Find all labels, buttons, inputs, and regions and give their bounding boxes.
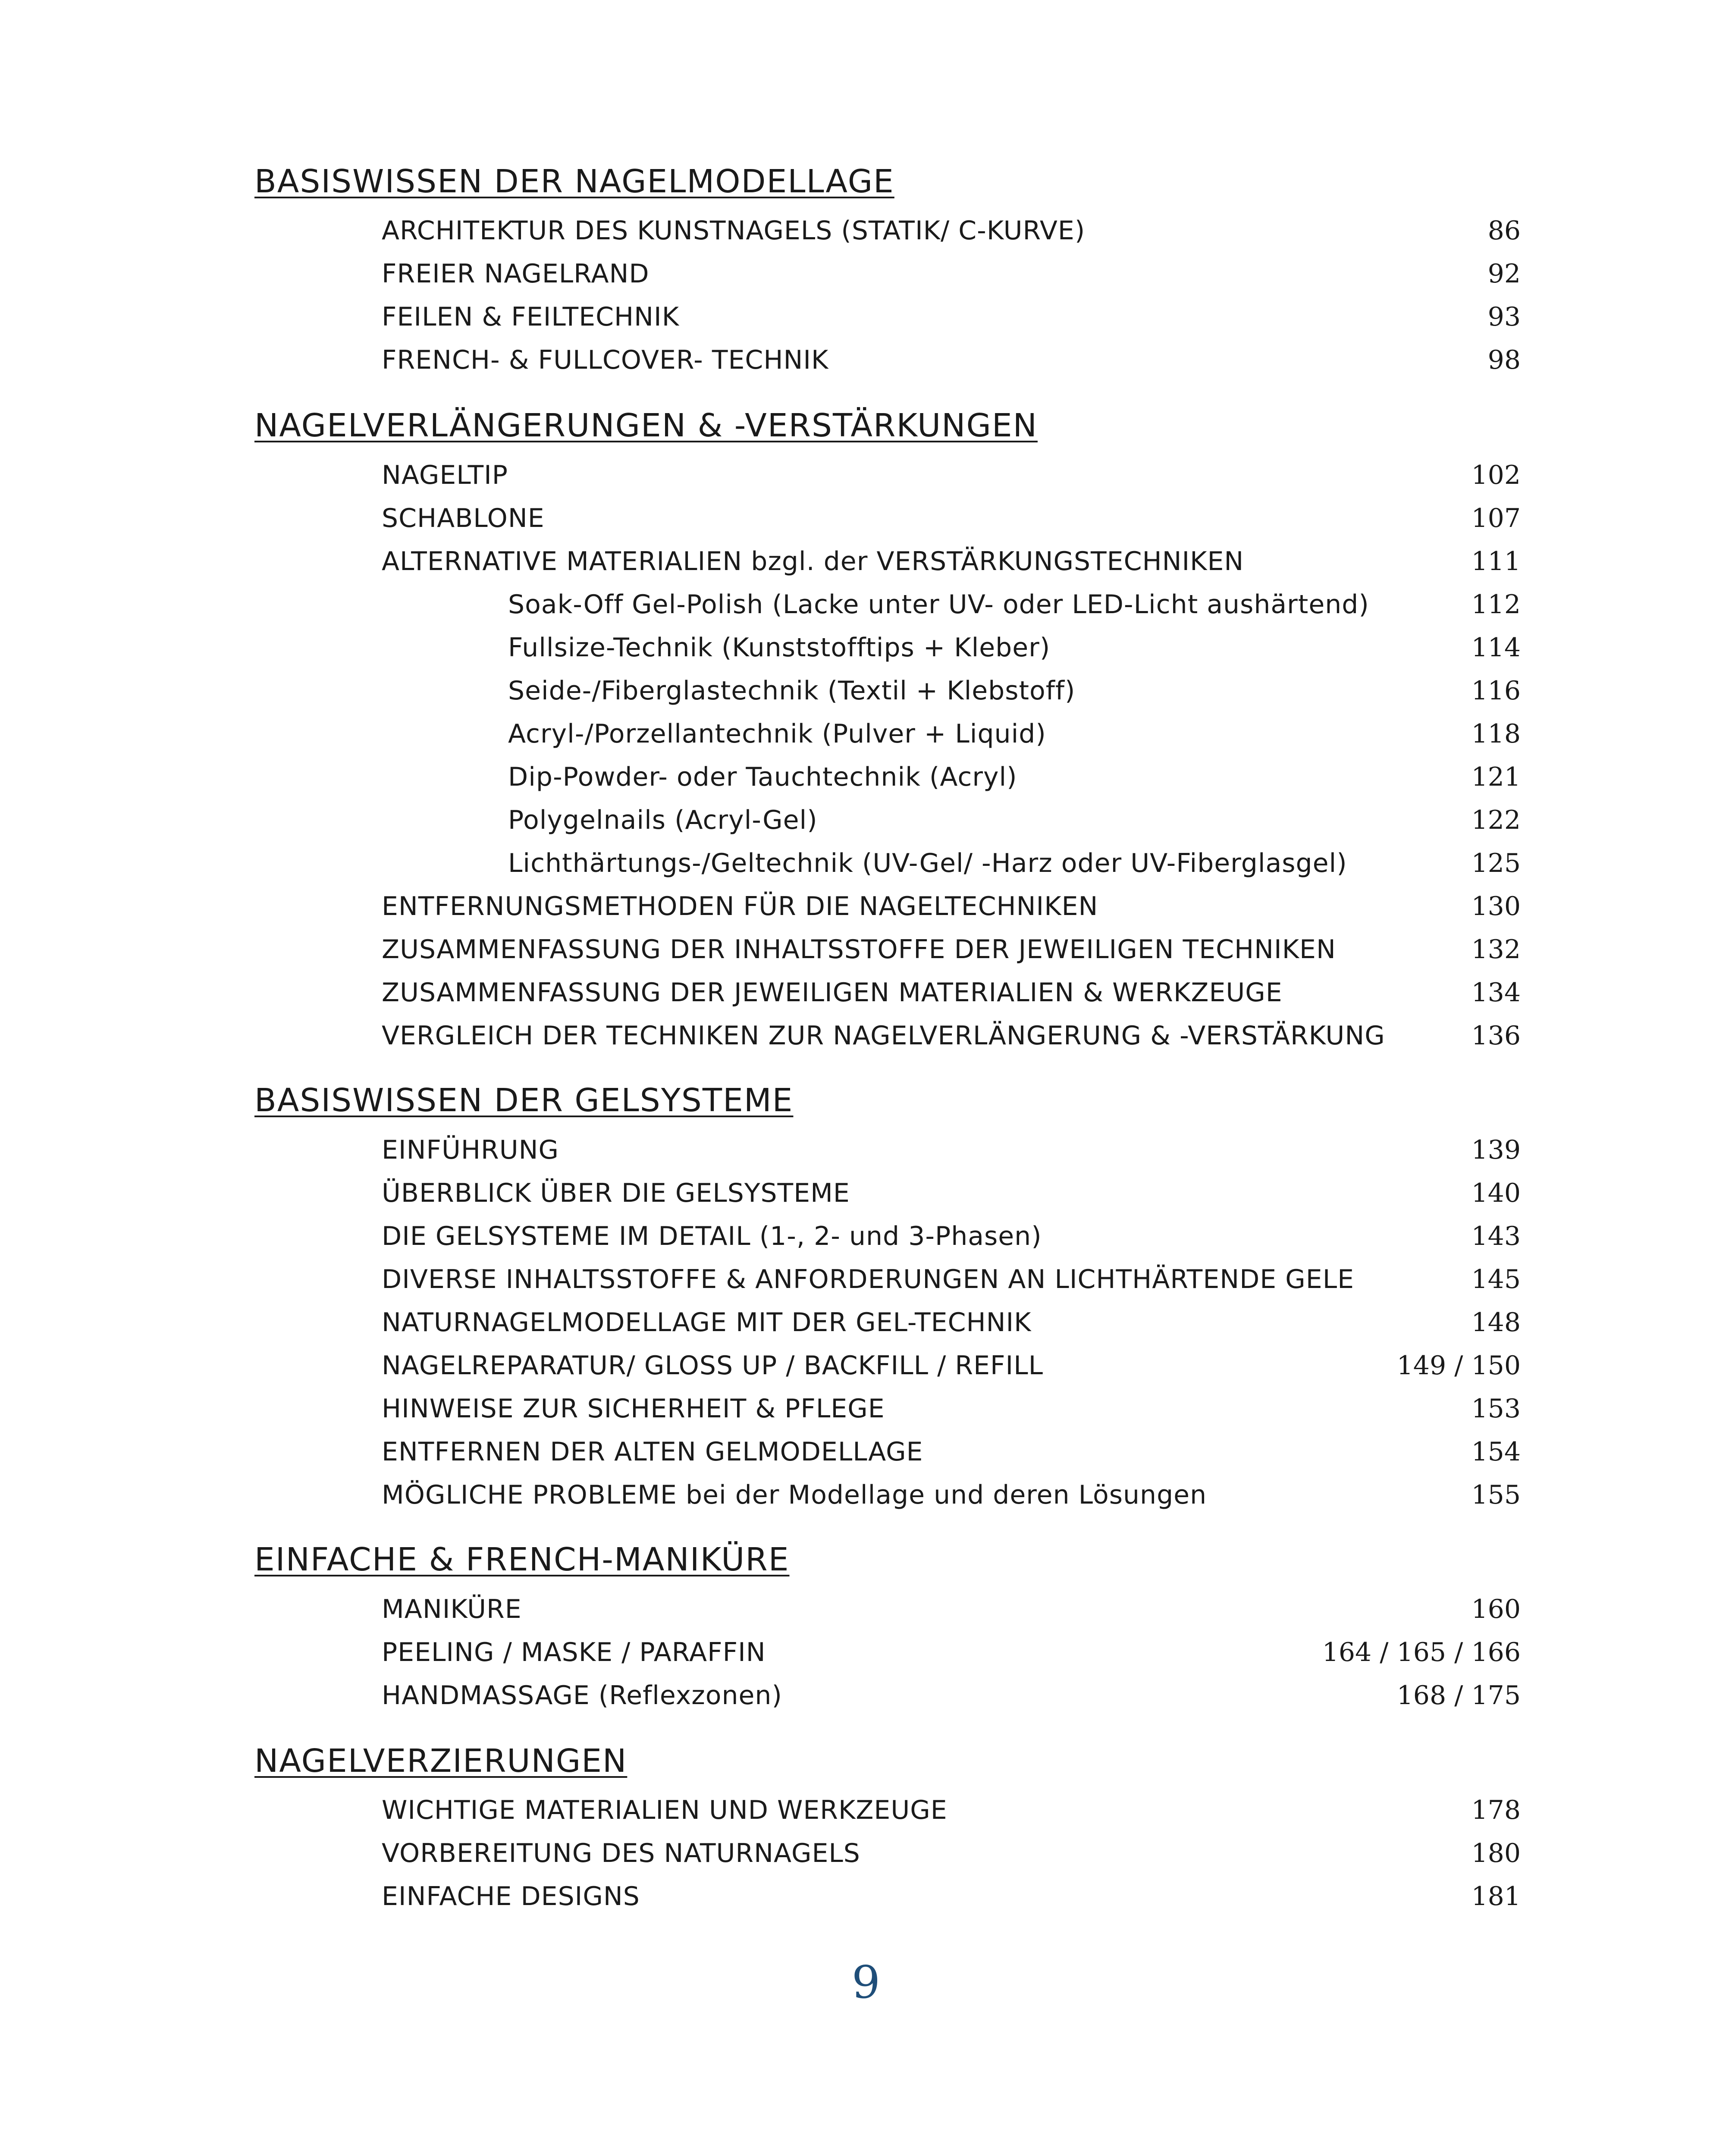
toc-entry-page: 111: [1471, 546, 1521, 577]
toc-entry-page: 178: [1471, 1795, 1521, 1825]
toc-entry-page: 155: [1471, 1480, 1521, 1510]
toc-entry-page: 112: [1471, 589, 1521, 620]
toc-entry-page: 160: [1471, 1594, 1521, 1624]
toc-entry-page: 181: [1471, 1881, 1521, 1912]
toc-entry-label: Lichthärtungs-/Geltechnik (UV-Gel/ -Harz oder UV-Fiberglasgel): [508, 848, 1347, 878]
toc-entry[interactable]: [0, 1137, 1732, 1176]
toc-entry-label: MÖGLICHE PROBLEME bei der Modellage und deren Lösungen: [382, 1480, 1207, 1510]
toc-entry-label: EINFACHE DESIGNS: [382, 1881, 640, 1912]
toc-entry-page: 139: [1471, 1135, 1521, 1165]
toc-entry[interactable]: [0, 1023, 1732, 1062]
toc-entry[interactable]: [0, 1223, 1732, 1262]
toc-entry-label: ENTFERNEN DER ALTEN GELMODELLAGE: [382, 1437, 923, 1467]
toc-entry-label: FEILEN & FEILTECHNIK: [382, 302, 680, 332]
toc-entry-page: 98: [1487, 345, 1521, 375]
section-heading: BASISWISSEN DER GELSYSTEME: [254, 1082, 794, 1119]
toc-entry[interactable]: [0, 1797, 1732, 1836]
toc-entry[interactable]: [0, 1883, 1732, 1922]
toc-entry-label: ARCHITEKTUR DES KUNSTNAGELS (STATIK/ C-KURVE): [382, 216, 1086, 246]
toc-entry-label: VERGLEICH DER TECHNIKEN ZUR NAGELVERLÄNGERUNG & -VERSTÄRKUNG: [382, 1021, 1385, 1051]
toc-subentry[interactable]: [0, 589, 1732, 630]
toc-entry[interactable]: [0, 1840, 1732, 1879]
toc-entry-label: ZUSAMMENFASSUNG DER INHALTSSTOFFE DER JEWEILIGEN TECHNIKEN: [382, 934, 1336, 965]
toc-entry[interactable]: [0, 1307, 1732, 1348]
toc-entry-page: 114: [1471, 633, 1521, 663]
toc-entry[interactable]: [0, 1639, 1732, 1678]
toc-entry[interactable]: [0, 1396, 1732, 1435]
toc-entry[interactable]: [0, 304, 1732, 343]
toc-entry-page: 140: [1471, 1178, 1521, 1208]
toc-entry-page: 136: [1471, 1021, 1521, 1051]
toc-entry-label: SCHABLONE: [382, 503, 545, 533]
toc-subentry[interactable]: [0, 678, 1732, 717]
toc-entry-page: 134: [1471, 978, 1521, 1008]
toc-entry-page: 132: [1471, 934, 1521, 965]
toc-entry[interactable]: [0, 462, 1732, 501]
section-heading: NAGELVERZIERUNGEN: [254, 1742, 628, 1780]
toc-entry-label: VORBEREITUNG DES NATURNAGELS: [382, 1838, 860, 1868]
toc-entry-label: FREIER NAGELRAND: [382, 259, 650, 289]
section-heading: EINFACHE & FRENCH-MANIKÜRE: [254, 1541, 790, 1578]
toc-entry-page: 154: [1471, 1437, 1521, 1467]
toc-entry-label: HINWEISE ZUR SICHERHEIT & PFLEGE: [382, 1394, 885, 1424]
toc-subentry[interactable]: [0, 764, 1732, 803]
section-heading: BASISWISSEN DER NAGELMODELLAGE: [254, 163, 894, 200]
toc-entry-label: WICHTIGE MATERIALIEN UND WERKZEUGE: [382, 1795, 948, 1825]
toc-entry-label: Polygelnails (Acryl-Gel): [508, 805, 818, 835]
toc-entry-page: 122: [1471, 805, 1521, 835]
toc-entry-label: DIE GELSYSTEME IM DETAIL (1-, 2- und 3-Phasen): [382, 1221, 1042, 1251]
toc-entry-label: MANIKÜRE: [382, 1594, 522, 1624]
toc-subentry[interactable]: [0, 635, 1732, 674]
toc-entry[interactable]: [0, 980, 1732, 1018]
toc-entry-label: DIVERSE INHALTSSTOFFE & ANFORDERUNGEN AN LICHTHÄRTENDE GELE: [382, 1264, 1355, 1294]
toc-entry-label: ALTERNATIVE MATERIALIEN bzgl. der VERSTÄRKUNGSTECHNIKEN: [382, 546, 1244, 577]
toc-entry-label: PEELING / MASKE / PARAFFIN: [382, 1637, 766, 1667]
toc-entry-page: 125: [1471, 848, 1521, 878]
toc-entry[interactable]: [0, 1439, 1732, 1478]
toc-subentry[interactable]: [0, 850, 1732, 889]
toc-entry-page: 148: [1471, 1307, 1521, 1338]
toc-entry[interactable]: [0, 218, 1732, 257]
toc-entry-page: 164 / 165 / 166: [1322, 1637, 1521, 1667]
toc-entry-label: ZUSAMMENFASSUNG DER JEWEILIGEN MATERIALIEN & WERKZEUGE: [382, 978, 1283, 1008]
toc-entry-page: 118: [1471, 719, 1521, 749]
toc-entry[interactable]: [0, 1680, 1732, 1721]
toc-entry-page: 149 / 150: [1396, 1351, 1521, 1381]
toc-entry-page: 180: [1471, 1838, 1521, 1868]
toc-entry-label: ENTFERNUNGSMETHODEN FÜR DIE NAGELTECHNIKEN: [382, 891, 1098, 921]
toc-entry-page: 145: [1471, 1264, 1521, 1294]
toc-entry-label: Acryl-/Porzellantechnik (Pulver + Liquid): [508, 719, 1046, 749]
toc-entry-label: FRENCH- & FULLCOVER- TECHNIK: [382, 345, 829, 375]
toc-entry-page: 86: [1487, 216, 1521, 246]
toc-entry[interactable]: [0, 347, 1732, 386]
toc-entry-page: 92: [1487, 259, 1521, 289]
toc-entry[interactable]: [0, 505, 1732, 544]
toc-subentry[interactable]: [0, 807, 1732, 846]
toc-entry[interactable]: [0, 893, 1732, 932]
toc-entry-label: Dip-Powder- oder Tauchtechnik (Acryl): [508, 762, 1017, 792]
toc-entry[interactable]: [0, 548, 1732, 587]
toc-entry[interactable]: [0, 1180, 1732, 1219]
toc-entry-page: 168 / 175: [1396, 1680, 1521, 1711]
toc-entry-page: 130: [1471, 891, 1521, 921]
section-heading: NAGELVERLÄNGERUNGEN & -VERSTÄRKUNGEN: [254, 407, 1038, 444]
toc-entry-page: 102: [1471, 460, 1521, 490]
toc-entry-page: 143: [1471, 1221, 1521, 1251]
toc-entry[interactable]: [0, 1266, 1732, 1305]
toc-entry-label: Fullsize-Technik (Kunststofftips + Kleber): [508, 633, 1051, 663]
toc-subentry[interactable]: [0, 721, 1732, 760]
toc-entry-label: Seide-/Fiberglastechnik (Textil + Klebstoff): [508, 676, 1076, 706]
toc-entry-label: NATURNAGELMODELLAGE MIT DER GEL-TECHNIK: [382, 1307, 1032, 1338]
toc-entry-page: 93: [1487, 302, 1521, 332]
toc-entry-page: 107: [1471, 503, 1521, 533]
toc-entry-page: 153: [1471, 1394, 1521, 1424]
toc-entry-page: 121: [1471, 762, 1521, 792]
toc-entry-label: EINFÜHRUNG: [382, 1135, 559, 1165]
toc-entry[interactable]: [0, 934, 1732, 975]
toc-entry-page: 116: [1471, 676, 1521, 706]
toc-entry[interactable]: [0, 261, 1732, 300]
page-number: 9: [851, 1956, 881, 2009]
toc-entry[interactable]: [0, 1482, 1732, 1521]
toc-entry-label: NAGELREPARATUR/ GLOSS UP / BACKFILL / REFILL: [382, 1351, 1044, 1381]
toc-entry-label: HANDMASSAGE (Reflexzonen): [382, 1680, 782, 1711]
toc-entry[interactable]: [0, 1596, 1732, 1635]
toc-entry[interactable]: [0, 1353, 1732, 1391]
toc-entry-label: Soak-Off Gel-Polish (Lacke unter UV- oder LED-Licht aushärtend): [508, 589, 1369, 620]
toc-entry-label: NAGELTIP: [382, 460, 508, 490]
toc-entry-label: ÜBERBLICK ÜBER DIE GELSYSTEME: [382, 1178, 850, 1208]
